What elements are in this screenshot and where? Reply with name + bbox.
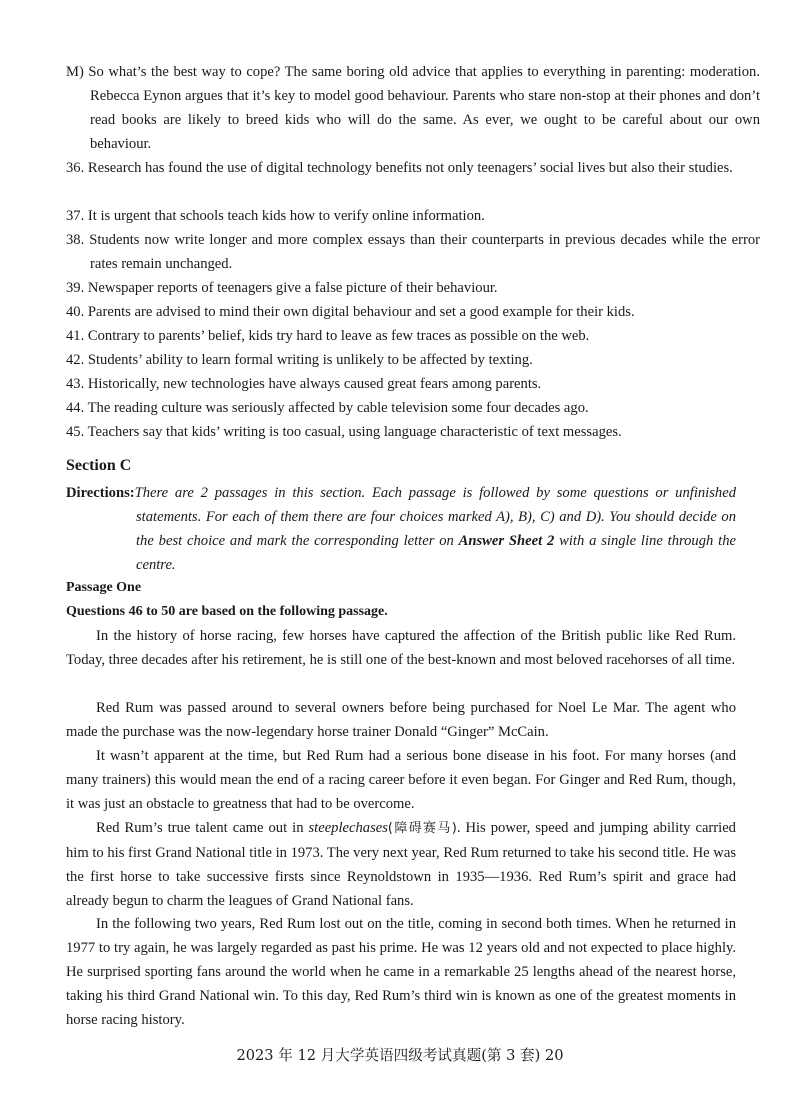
statement-number: 36. [66, 160, 88, 176]
statement-text: Parents are advised to mind their own digital behaviour and set a good example for their kids. [87, 304, 635, 320]
statement-text: Research has found the use of digital technology benefits not only teenagers’ social lives but also their studies. [87, 160, 733, 176]
statement-number: 45. [66, 424, 88, 440]
statement-39 [66, 276, 760, 300]
passage-paragraph-4 [66, 816, 736, 913]
statement-text: Students’ ability to learn formal writing is unlikely to be affected by texting. [87, 352, 533, 368]
statement-36 [66, 156, 760, 180]
statement-42 [66, 348, 760, 372]
statement-text: It is urgent that schools teach kids how to verify online information. [87, 208, 485, 224]
statement-number: 41. [66, 328, 88, 344]
statement-number: 40. [66, 304, 88, 320]
statement-text: Newspaper reports of teenagers give a false picture of their behaviour. [87, 280, 498, 296]
passage-paragraph-5: In the following two years, Red Rum lost out on the title, coming in second both times. When he returned in 1977 to try again, he was largely regarded as past his prime. He was 12 years old and not expected to place highly. He surprised sporting fans around the world when he came in a remarkable 25 lengths ahead of the nearest horse, taking his third Grand National win. To this day, Red Rum’s third win is known as one of the greatest moments in horse racing history. [66, 916, 736, 1028]
statement-44 [66, 396, 760, 420]
statement-number: 44. [66, 400, 88, 416]
statement-number: 42. [66, 352, 88, 368]
directions-block [66, 481, 736, 577]
statement-45 [66, 420, 760, 444]
page-footer: 2023 年 12 月大学英语四级考试真题(第 3 套) 20 [236, 1047, 564, 1064]
passage-paragraph-3: It wasn’t apparent at the time, but Red Rum had a serious bone disease in his foot. For many horses (and many trainers) this would mean the end of a racing career before it even began. For Ginger and Red Rum, though, it was just an obstacle to greatness that had to be overcome. [66, 748, 736, 812]
statement-text: Historically, new technologies have always caused great fears among parents. [87, 376, 542, 392]
paragraph-4-start: Red Rum’s true talent came out in [96, 820, 309, 836]
answer-sheet-reference: Answer Sheet 2 [458, 533, 555, 549]
steeplechases-term: steeplechases [308, 820, 388, 836]
statement-text: Teachers say that kids’ writing is too casual, using language characteristic of text messages. [87, 424, 622, 440]
section-c-title: Section C [66, 457, 132, 474]
statement-number: 38. [66, 232, 90, 248]
statement-text: The reading culture was seriously affected by cable television some four decades ago. [87, 400, 589, 416]
paragraph-m [66, 60, 760, 156]
statement-number: 43. [66, 376, 88, 392]
paragraph-4-rest: . His power, speed and jumping ability carried him to his first Grand National title in 1973. The very next year, Red Rum returned to take his second title. He was the first horse to take successive firsts since Reynoldstown in 1935—1936. Red Rum’s spirit and grace had already begun to charm the leagues of Grand National fans. [66, 820, 736, 909]
paragraph-m-text: So what’s the best way to cope? The same boring old advice that applies to everything in parenting: moderation. Rebecca Eynon argues that it’s key to model good behaviour. Parents who stare non-stop at their phones and don’t read books are likely to breed kids who will do the same. As ever, we ought to be careful about our own behaviour. [88, 64, 760, 152]
statement-41 [66, 324, 760, 348]
statement-37 [66, 204, 760, 228]
statement-38 [66, 228, 760, 276]
directions-text-end: with a single line through the centre. [136, 533, 736, 573]
directions-label: Directions: [66, 485, 135, 501]
steeplechases-gloss: (障碍赛马) [387, 821, 457, 836]
passage-paragraph-1: In the history of horse racing, few horses have captured the affection of the British public like Red Rum. Today, three decades after his retirement, he is still one of the best-known and most beloved racehorses of all time. [66, 628, 736, 668]
statement-number: 39. [66, 280, 88, 296]
paragraph-m-label: M) [66, 64, 89, 80]
passage-subtitle: Questions 46 to 50 are based on the following passage. [66, 604, 388, 619]
statement-40 [66, 300, 760, 324]
statement-text: Contrary to parents’ belief, kids try hard to leave as few traces as possible on the web. [87, 328, 590, 344]
passage-paragraph-2: Red Rum was passed around to several owners before being purchased for Noel Le Mar. The agent who made the purchase was the now-legendary horse trainer Donald “Ginger” McCain. [66, 700, 736, 740]
directions-text: There are 2 passages in this section. Each passage is followed by some questions or unfinished statements. For each of them there are four choices marked A), B), C) and D). You should decide on the best choice and mark the corresponding letter on [134, 485, 736, 549]
statement-text: Students now write longer and more complex essays than their counterparts in previous decades while the error rates remain unchanged. [89, 232, 761, 272]
statement-43 [66, 372, 760, 396]
statement-number: 37. [66, 208, 88, 224]
passage-title: Passage One [66, 580, 142, 595]
